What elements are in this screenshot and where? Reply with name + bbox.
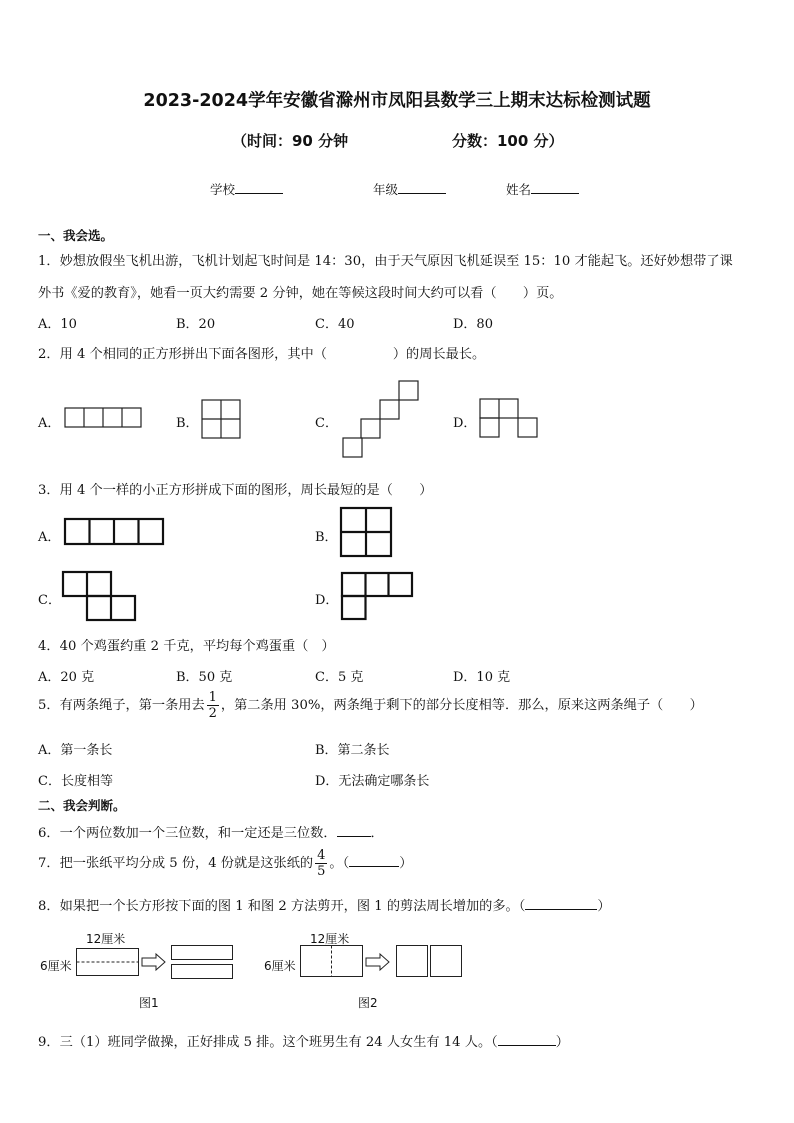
q5-text: 5．有两条绳子，第一条用去 $\frac{1}{2}$ ，第二条用 30%，两条绳于剩下的部分长度相等．那么，原来这两条绳子（ ） (38, 690, 703, 721)
fig1-diagram (76, 944, 236, 980)
q4-text: 4．40 个鸡蛋约重 2 千克，平均每个鸡蛋重（ ） (38, 639, 335, 654)
q3-figure-b (340, 507, 392, 557)
school-blank[interactable] (235, 181, 283, 194)
q5-fraction: $\frac{1}{2}$ (208, 690, 217, 721)
q1-option-c[interactable]: C．40 (315, 317, 355, 332)
total-score: 分数：100 分） (452, 132, 564, 150)
q5-option-b[interactable]: B．第二条长 (315, 743, 390, 758)
q1-option-d[interactable]: D．80 (453, 317, 493, 332)
grade-field: 年级 (373, 180, 446, 198)
section-two-heading: 二、我会判断。 (38, 798, 126, 813)
q5-option-c[interactable]: C．长度相等 (38, 774, 113, 789)
q7-answer-blank[interactable] (349, 853, 399, 867)
q3-figure-d (341, 572, 413, 620)
q7-fraction: $\frac{4}{5}$ (317, 848, 326, 879)
q5-option-a[interactable]: A．第一条长 (38, 743, 113, 758)
q2-figure-a (64, 407, 142, 427)
grade-blank[interactable] (398, 181, 446, 194)
fig2-diagram (300, 944, 464, 980)
school-field: 学校 (210, 180, 283, 198)
q2-figure-d (479, 398, 541, 438)
fig2-caption: 图2 (358, 996, 378, 1010)
name-blank[interactable] (531, 181, 579, 194)
fig2-width-label: 6厘米 (264, 959, 296, 973)
q3-option-c[interactable]: C． (38, 593, 61, 608)
page-title: 2023-2024学年安徽省滁州市凤阳县数学三上期末达标检测试题 (143, 91, 651, 111)
q1-text-line2: 外书《爱的教育》，她看一页大约需要 2 分钟，她在等候这段时间大约可以看（ ）页。 (38, 286, 563, 301)
q3-option-a[interactable]: A． (38, 530, 61, 545)
q2-option-b[interactable]: B． (176, 416, 199, 431)
q8-answer-blank[interactable] (525, 896, 597, 910)
q2-option-a[interactable]: A． (38, 416, 61, 431)
name-field: 姓名 (506, 180, 579, 198)
q2-figure-b (201, 399, 241, 439)
q1-text-line1: 1．妙想放假坐飞机出游，飞机计划起飞时间是 14：30，由于天气原因飞机延误至 15：10 才能起飞。还好妙想带了课 (38, 254, 733, 269)
q3-text: 3．用 4 个一样的小正方形拼成下面的图形，周长最短的是（ ） (38, 483, 433, 498)
q3-figure-c (62, 571, 136, 621)
q1-option-a[interactable]: A．10 (38, 317, 77, 332)
q8-text: 8．如果把一个长方形按下面的图 1 和图 2 方法剪开，图 1 的剪法周长增加的多。（ ） (38, 895, 611, 914)
q3-option-d[interactable]: D． (315, 593, 339, 608)
q2-option-c[interactable]: C． (315, 416, 338, 431)
q7-text: 7．把一张纸平均分成 5 份，4 份就是这张纸的 $\frac{4}{5}$ 。（ ） (38, 848, 413, 879)
fig1-length-label: 12厘米 (86, 932, 126, 946)
q2-option-d[interactable]: D． (453, 416, 477, 431)
q6-text: 6．一个两位数加一个三位数，和一定还是三位数． ． (38, 822, 384, 841)
q9-answer-blank[interactable] (498, 1032, 556, 1046)
q4-option-d[interactable]: D．10 克 (453, 670, 511, 685)
q2-text: 2．用 4 个相同的正方形拼出下面各图形，其中（ ）的周长最长。 (38, 347, 486, 362)
fig1-caption: 图1 (139, 996, 159, 1010)
q4-option-c[interactable]: C．5 克 (315, 670, 364, 685)
q1-option-b[interactable]: B．20 (176, 317, 216, 332)
time-limit: （时间：90 分钟 (232, 132, 349, 150)
q3-figure-a (64, 518, 164, 546)
section-one-heading: 一、我会选。 (38, 228, 114, 243)
q6-answer-blank[interactable] (337, 823, 371, 837)
fig2-length-label: 12厘米 (310, 932, 350, 946)
q3-option-b[interactable]: B． (315, 530, 338, 545)
q9-text: 9．三（1）班同学做操，正好排成 5 排。这个班男生有 24 人女生有 14 人。（ ） (38, 1031, 569, 1050)
q2-figure-c (342, 380, 420, 458)
fig1-width-label: 6厘米 (40, 959, 72, 973)
q4-option-a[interactable]: A．20 克 (38, 670, 95, 685)
q5-option-d[interactable]: D．无法确定哪条长 (315, 774, 430, 789)
q4-option-b[interactable]: B．50 克 (176, 670, 233, 685)
